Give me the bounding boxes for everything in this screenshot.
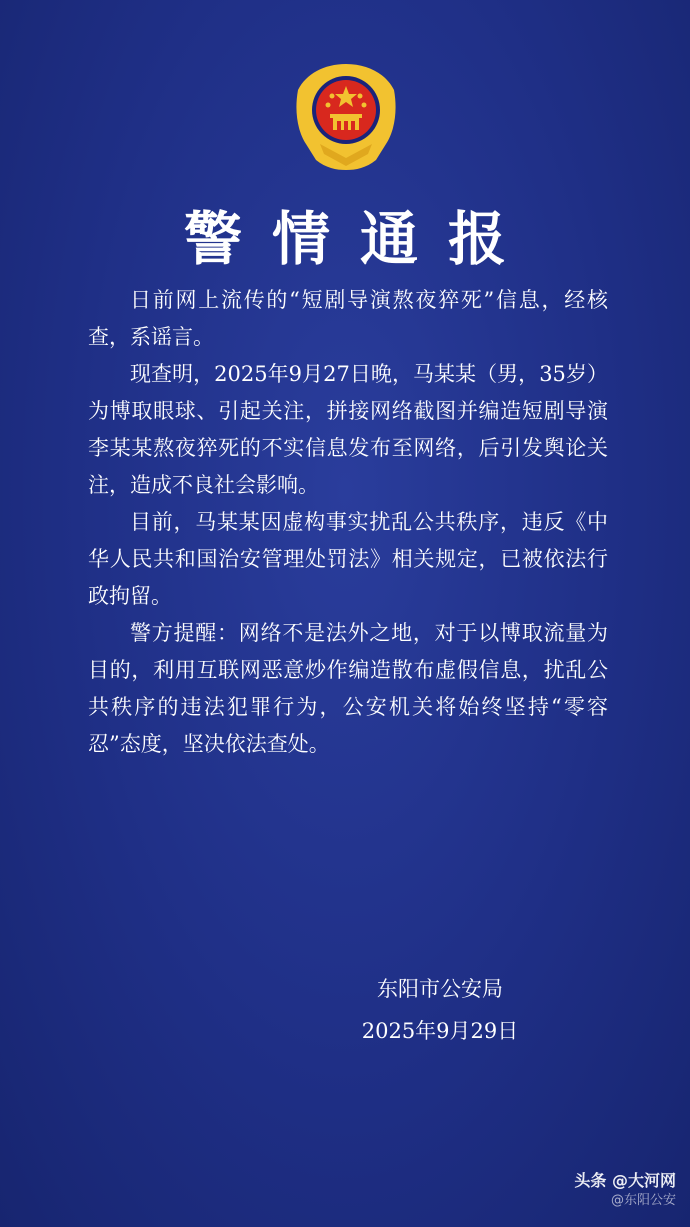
page-title: 警情通报 — [183, 205, 536, 273]
paragraph: 现查明，2025年9月27日晚，马某某（男，35岁）为博取眼球、引起关注，拼接网络截图并编造短剧导演李某某熬夜猝死的不实信息发布至网络，后引发舆论关注，造成不良社会影响。 — [88, 362, 608, 497]
notice-body — [88, 282, 608, 763]
police-emblem-icon — [290, 60, 402, 172]
watermark-source: 头条 @大河网 — [574, 1171, 676, 1190]
watermark — [574, 1171, 676, 1211]
paragraph: 日前网上流传的“短剧导演熬夜猝死”信息，经核查，系谣言。 — [88, 288, 608, 349]
signoff — [340, 968, 540, 1052]
paragraph: 目前，马某某因虚构事实扰乱公共秩序，违反《中华人民共和国治安管理处罚法》相关规定，已被依法行政拘留。 — [88, 510, 608, 608]
issuer: 东阳市公安局 — [377, 977, 503, 1001]
issue-date: 2025年9月29日 — [361, 1019, 519, 1043]
paragraph: 警方提醒：网络不是法外之地，对于以博取流量为目的，利用互联网恶意炒作编造散布虚假信息，扰乱公共秩序的违法犯罪行为，公安机关将始终坚持“零容忍”态度，坚决依法查处。 — [88, 621, 608, 756]
watermark-account: @东阳公安 — [610, 1193, 676, 1208]
